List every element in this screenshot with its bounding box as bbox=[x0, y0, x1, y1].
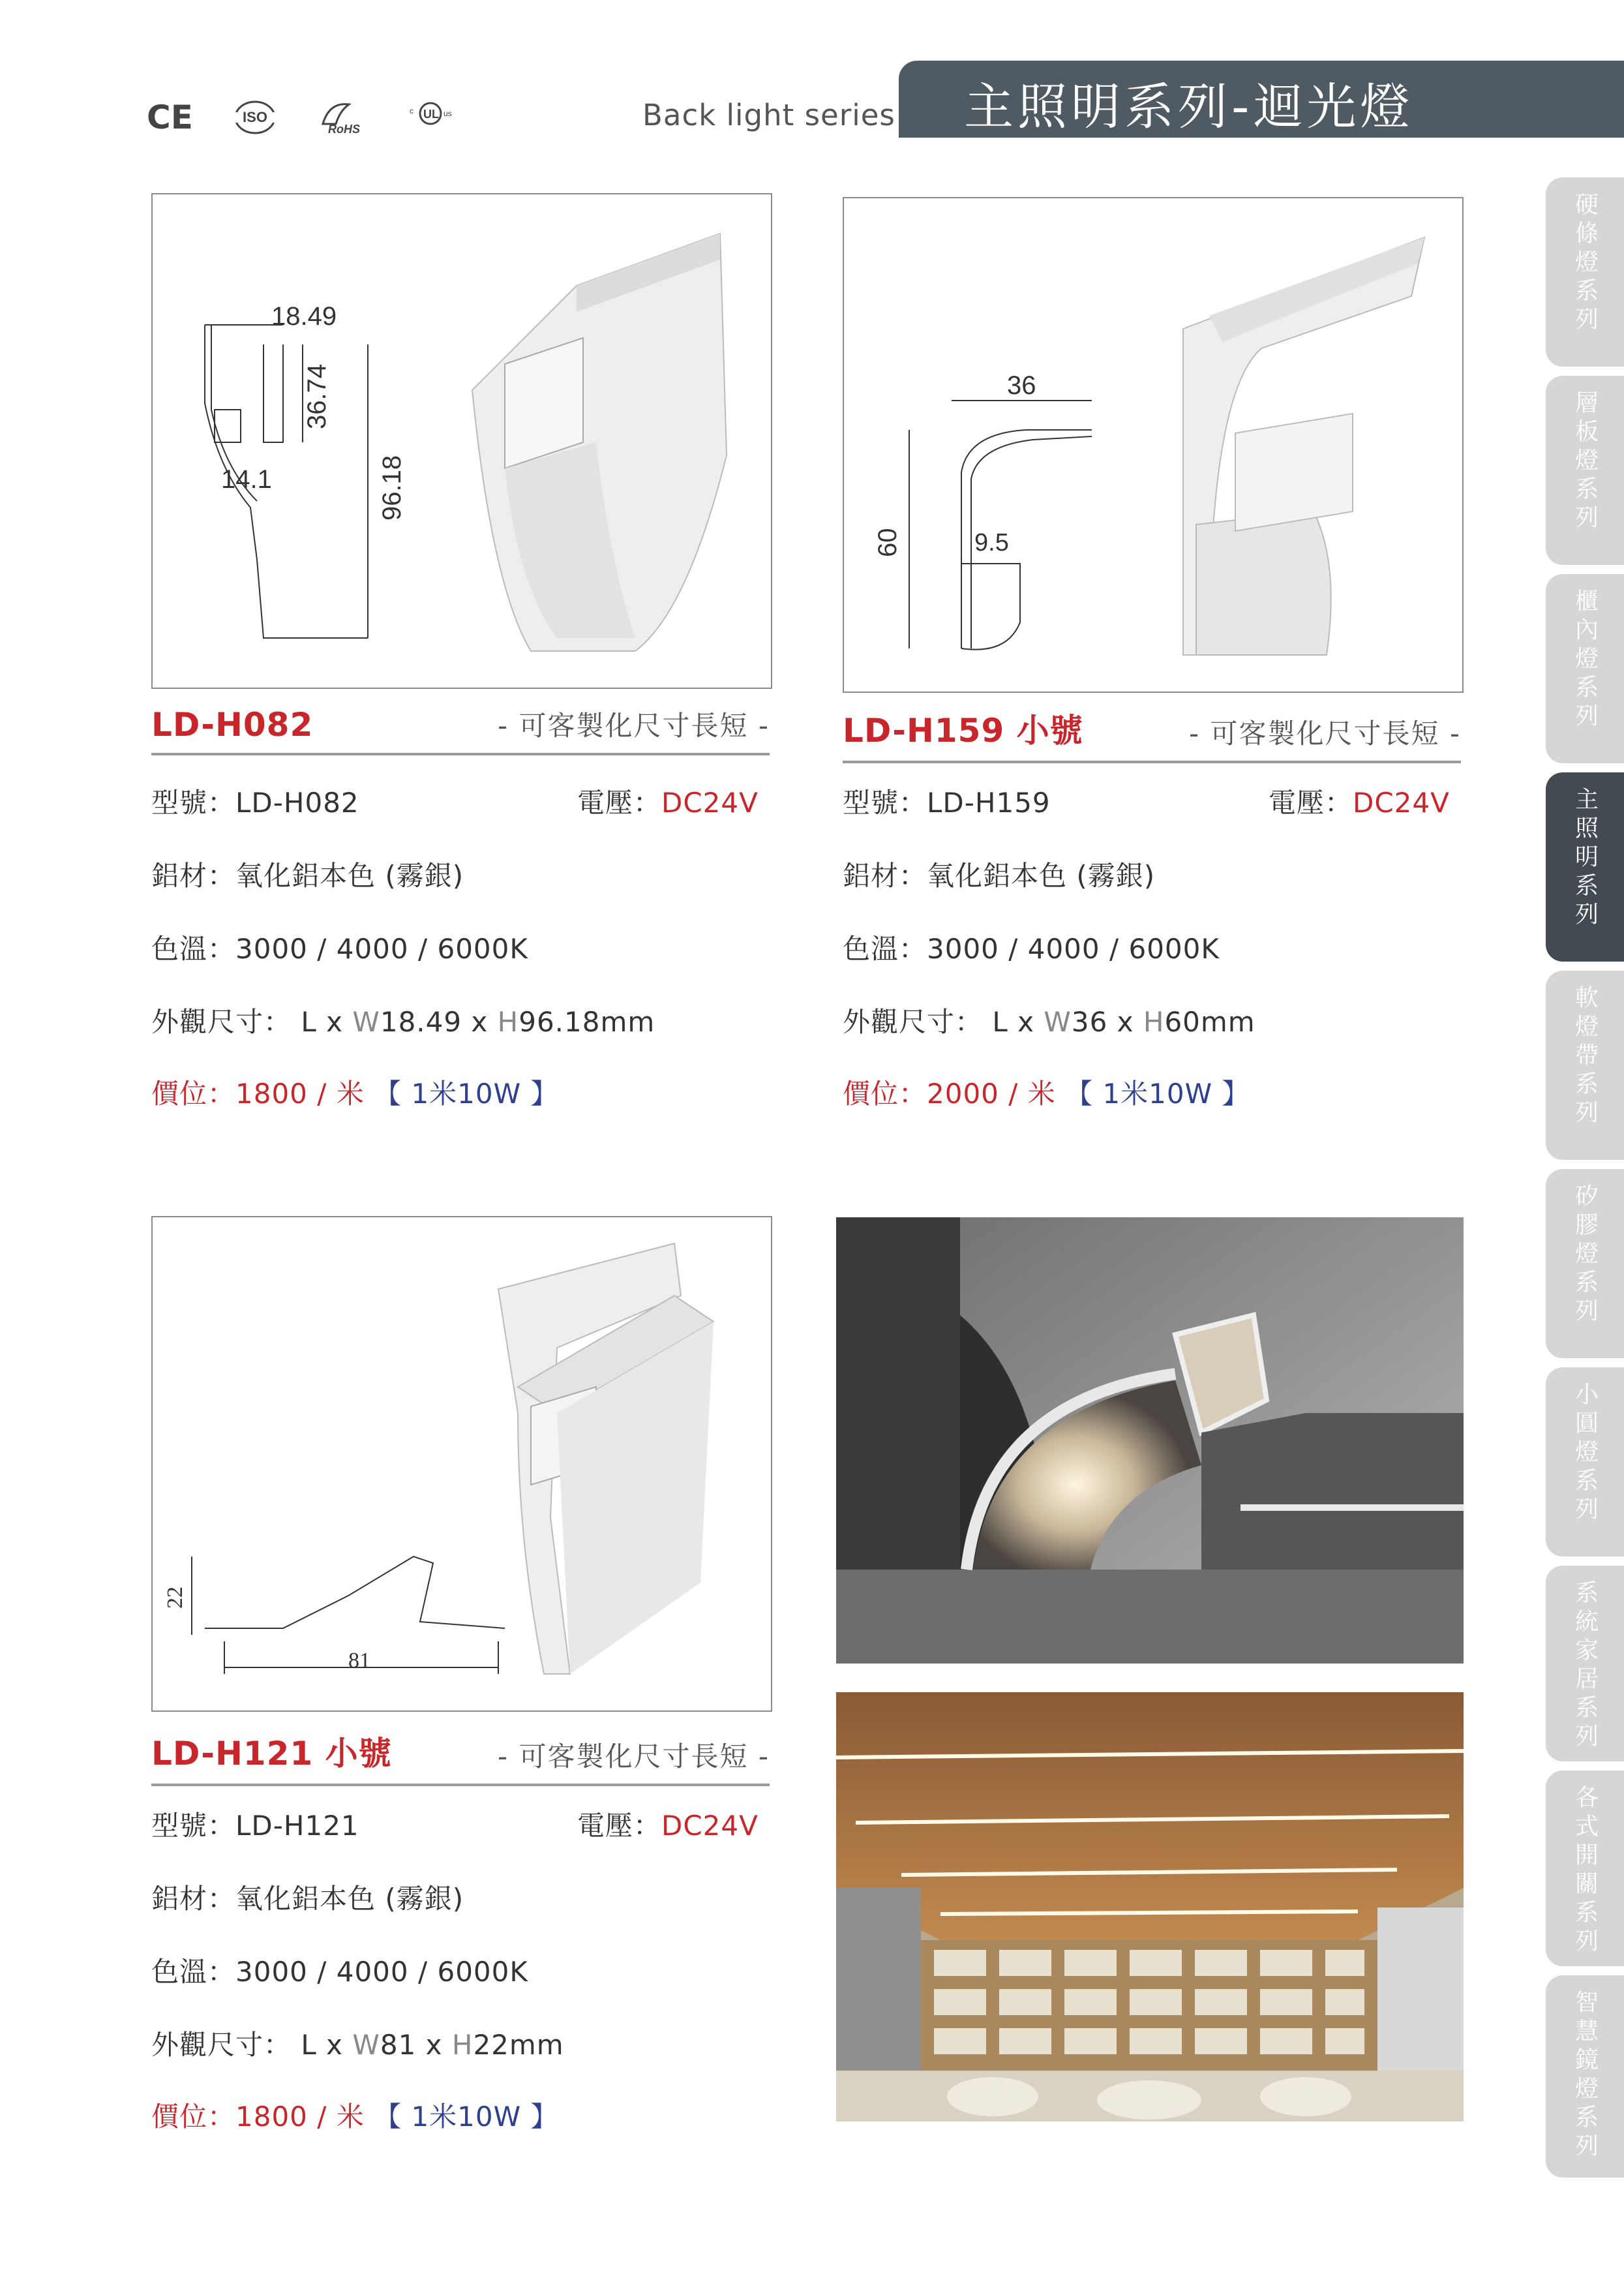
profile-drawing-ld-h159 bbox=[844, 198, 1462, 692]
sidebar-item-label: 硬條燈系列 bbox=[1571, 192, 1599, 335]
series-english-title: Back light series bbox=[642, 98, 895, 132]
sidebar-item-label: 智慧鏡燈系列 bbox=[1571, 1990, 1599, 2162]
svg-text:us: us bbox=[444, 109, 452, 118]
svg-text:UL: UL bbox=[423, 108, 439, 121]
product-name: LD-H082 bbox=[151, 706, 314, 744]
power-spec: 【 1米10W 】 bbox=[374, 2101, 559, 2133]
dim-slot: 9.5 bbox=[974, 529, 1009, 556]
dim-width: 18.49 bbox=[271, 302, 337, 331]
sidebar-item-soft-strip[interactable] bbox=[1546, 971, 1624, 1160]
application-photo-interior bbox=[836, 1692, 1464, 2121]
sidebar-item-label: 小圓燈系列 bbox=[1571, 1382, 1599, 1525]
sidebar-item-main-lighting[interactable] bbox=[1546, 772, 1624, 962]
power-spec: 【 1米10W 】 bbox=[1065, 1078, 1250, 1110]
sidebar-item-label: 矽膠燈系列 bbox=[1571, 1183, 1599, 1327]
product-title-row bbox=[151, 1727, 770, 1786]
ul-icon bbox=[404, 98, 463, 137]
sidebar-item-label: 各式開關系列 bbox=[1571, 1785, 1599, 1957]
custom-size-note: - 可客製化尺寸長短 - bbox=[497, 710, 770, 742]
sidebar-item-label: 軟燈帶系列 bbox=[1571, 985, 1599, 1129]
product-image-ld-h159 bbox=[843, 197, 1464, 693]
color-temp-spec: 色溫：3000 / 4000 / 6000K bbox=[151, 1956, 528, 1988]
dim-width: 81 bbox=[348, 1649, 370, 1673]
sidebar-item-switches[interactable] bbox=[1546, 1771, 1624, 1966]
profile-drawing-ld-h121 bbox=[153, 1217, 771, 1710]
series-chinese-title: 主照明系列-迴光燈 bbox=[964, 78, 1414, 136]
color-temp-spec: 色溫：3000 / 4000 / 6000K bbox=[151, 933, 528, 965]
dim-slot: 14.1 bbox=[221, 465, 272, 494]
dim-height: 22 bbox=[163, 1587, 187, 1609]
sidebar-item-hard-strip[interactable] bbox=[1546, 177, 1624, 367]
iso-icon bbox=[232, 98, 278, 137]
product-image-ld-h121 bbox=[151, 1216, 772, 1712]
material-spec: 鋁材：氧化鋁本色 (霧銀) bbox=[151, 860, 464, 892]
sidebar-item-system-home[interactable] bbox=[1546, 1566, 1624, 1761]
sidebar-item-label: 主照明系列 bbox=[1571, 787, 1599, 930]
sidebar-item-small-round[interactable] bbox=[1546, 1367, 1624, 1557]
dim-width: 36 bbox=[1007, 371, 1036, 400]
svg-text:ISO: ISO bbox=[243, 109, 267, 125]
product-name: LD-H121 小號 bbox=[151, 1735, 392, 1772]
sidebar-item-shelf-light[interactable] bbox=[1546, 376, 1624, 565]
sidebar-item-smart-mirror[interactable] bbox=[1546, 1975, 1624, 2178]
profile-drawing-ld-h082 bbox=[153, 194, 771, 688]
price-spec: 價位：1800 / 米 【 1米10W 】 bbox=[151, 1078, 559, 1110]
sidebar-item-silicone-light[interactable] bbox=[1546, 1169, 1624, 1358]
price-spec: 價位：2000 / 米 【 1米10W 】 bbox=[843, 1078, 1250, 1110]
color-temp-spec: 色溫：3000 / 4000 / 6000K bbox=[843, 933, 1220, 965]
voltage-spec: 電壓：DC24V bbox=[577, 1810, 759, 1842]
sidebar-item-label: 層板燈系列 bbox=[1571, 390, 1599, 534]
voltage-spec: 電壓：DC24V bbox=[1269, 787, 1450, 819]
size-spec: 外觀尺寸： L x W18.49 x H96.18mm bbox=[151, 1006, 655, 1038]
profile-3d-render bbox=[1183, 237, 1424, 655]
dim-height: 96.18 bbox=[378, 455, 406, 521]
material-spec: 鋁材：氧化鋁本色 (霧銀) bbox=[843, 860, 1156, 892]
sidebar-item-label: 櫃內燈系列 bbox=[1571, 588, 1599, 732]
material-spec: 鋁材：氧化鋁本色 (霧銀) bbox=[151, 1883, 464, 1915]
product-title-row bbox=[843, 705, 1461, 763]
model-spec: 型號：LD-H082 bbox=[151, 787, 359, 819]
product-image-ld-h082 bbox=[151, 193, 772, 689]
product-title-row bbox=[151, 705, 770, 755]
series-header-tab bbox=[899, 61, 1624, 138]
dim-height: 60 bbox=[873, 528, 902, 557]
size-spec: 外觀尺寸： L x W36 x H60mm bbox=[843, 1006, 1256, 1038]
custom-size-note: - 可客製化尺寸長短 - bbox=[497, 1740, 770, 1772]
model-spec: 型號：LD-H159 bbox=[843, 787, 1051, 819]
product-name: LD-H159 小號 bbox=[843, 712, 1083, 750]
voltage-spec: 電壓：DC24V bbox=[577, 787, 759, 819]
profile-3d-render bbox=[498, 1243, 714, 1674]
svg-text:c: c bbox=[410, 106, 414, 115]
rohs-icon bbox=[316, 98, 368, 137]
ce-icon: CE bbox=[147, 99, 193, 136]
model-spec: 型號：LD-H121 bbox=[151, 1810, 359, 1842]
price-spec: 價位：1800 / 米 【 1米10W 】 bbox=[151, 2101, 559, 2133]
size-spec: 外觀尺寸： L x W81 x H22mm bbox=[151, 2029, 564, 2061]
application-photo-profile bbox=[836, 1217, 1464, 1664]
custom-size-note: - 可客製化尺寸長短 - bbox=[1188, 718, 1461, 750]
sidebar-item-cabinet-light[interactable] bbox=[1546, 574, 1624, 763]
power-spec: 【 1米10W 】 bbox=[374, 1078, 559, 1110]
svg-text:RoHS: RoHS bbox=[328, 123, 360, 136]
profile-3d-render bbox=[472, 234, 727, 651]
dim-inner-height: 36.74 bbox=[303, 363, 331, 429]
sidebar-item-label: 系統家居系列 bbox=[1571, 1580, 1599, 1752]
